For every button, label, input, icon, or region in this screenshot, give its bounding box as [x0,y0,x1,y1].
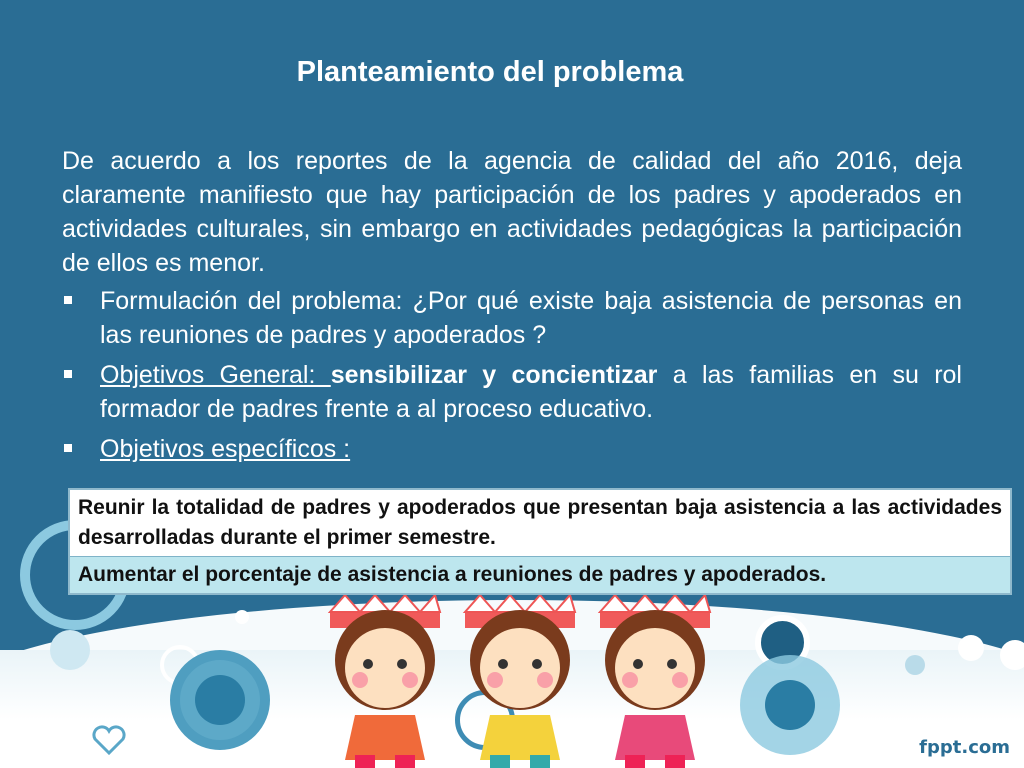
objectives-table [68,488,1012,595]
bullet-objetivos-especificos [62,432,962,466]
bubble-decoration [195,675,245,725]
objetivo-general-label: Objetivos General: [100,361,331,389]
objetivo-general-bold: sensibilizar y concientizar [330,361,658,389]
formulacion-text: Formulación del problema: ¿Por qué existe baja asistencia de personas en las reuniones de padres y apoderados ? [100,287,962,349]
bubble-decoration [765,680,815,730]
child-figure [465,595,575,768]
bullet-objetivo-general [62,358,962,426]
square-bullet-icon [64,296,72,304]
bubble-decoration [1000,640,1024,670]
objective-row: Aumentar el porcentaje de asistencia a reuniones de padres y apoderados. [70,556,1010,593]
heart-icon [92,725,126,755]
objetivo-general-rest: a las familias en su rol formador de padres frente a al proceso educativo. [100,361,962,423]
intro-paragraph: De acuerdo a los reportes de la agencia de calidad del año 2016, deja claramente manifiesto que hay participación de los padres y apoderados en actividades culturales, sin embargo en actividades pedagógicas la participación de ellos es menor. [62,147,962,277]
bubble-decoration [50,630,90,670]
square-bullet-icon [64,444,72,452]
bullet-list [62,284,962,472]
bubble-decoration [958,635,984,661]
child-figure [600,595,710,768]
slide-title: Planteamiento del problema [296,56,684,88]
bullet-formulacion [62,284,962,352]
objetivos-especificos-label: Objetivos específicos : [100,435,351,463]
bubble-decoration [235,610,249,624]
square-bullet-icon [64,370,72,378]
fppt-logo: fppt.com [919,737,1010,758]
children-illustration [300,590,740,768]
bubble-decoration [905,655,925,675]
child-figure [330,595,440,768]
objective-row: Reunir la totalidad de padres y apoderados que presentan baja asistencia a las actividades desarrolladas durante el primer semestre. [70,490,1010,556]
